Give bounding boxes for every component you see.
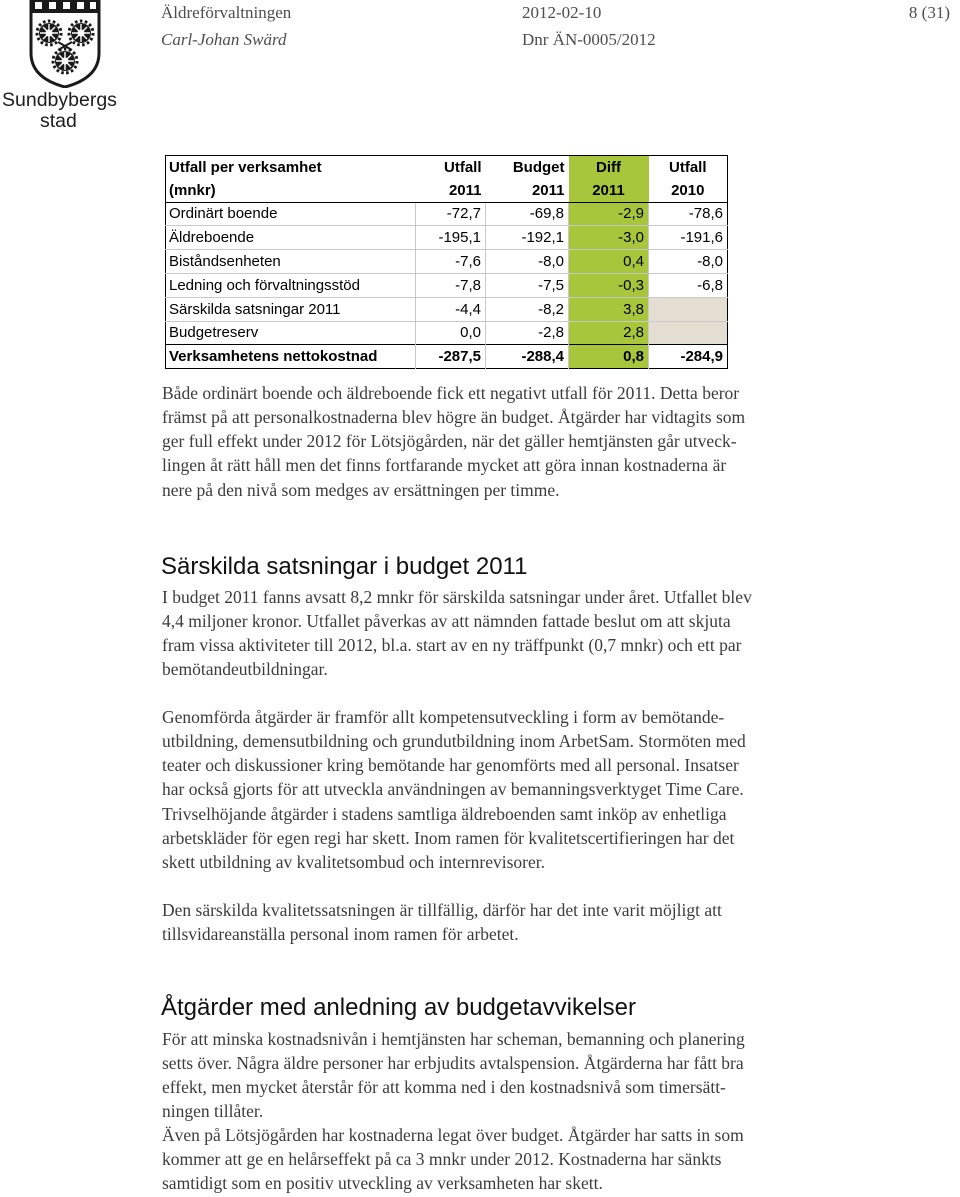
text-line: utbildning, demensutbildning och grundutbildning inom ArbetSam. Stormöten med [162,731,746,752]
outcome-2011-cell: -7,8 [416,273,486,297]
table-header-row [166,179,728,202]
row-label: Ordinärt boende [166,202,416,226]
text-line: Även på Lötsjögården har kostnaderna legat över budget. Åtgärder har satts in som [162,1125,744,1145]
text-line: effekt, men mycket återstår för att komma ned i den kostnadsnivå som timersätt- [162,1077,726,1098]
paragraph [162,898,722,946]
column-header-outcome-2011: Utfall [444,158,482,176]
text-line: fram vissa aktiviteter till 2012, bl.a. start av en ny träffpunkt (0,7 mnkr) och ett par [162,635,742,656]
section-heading: Särskilda satsningar i budget 2011 [161,553,528,580]
column-header-activity: Utfall per verksamhet [169,158,322,176]
row-label: Särskilda satsningar 2011 [166,297,416,321]
row-label: Äldreboende [166,226,416,250]
budget-2011-cell: -2,8 [486,321,569,345]
empty-cell [649,297,728,321]
outcome-by-activity-table [165,155,728,369]
column-subheader-unit: (mnkr) [166,179,416,202]
column-header-budget-2011: Budget [512,158,565,176]
text-line: setts över. Några äldre personer har erbjudits avtalspension. Åtgärderna har fått bra [162,1053,744,1074]
text-line: bemötandeutbildningar. [162,659,328,680]
text-line: har också gjorts för att utveckla användningen av bemanningsverktyget Time Care. [162,779,744,800]
text-line: ningen tillåter. [162,1101,264,1122]
logo-name-line2: stad [40,110,77,132]
text-line: Trivselhöjande åtgärder i stadens samtliga äldreboenden samt inköp av enhetliga [162,803,727,824]
empty-cell [649,321,728,345]
budget-2011-cell: -69,8 [486,202,569,226]
text-line: 4,4 miljoner kronor. Utfallet påverkas av att nämnden fattade beslut om att skjuta [162,611,731,632]
row-label: Ledning och förvaltningsstöd [166,273,416,297]
table-row [166,321,728,345]
diff-2011-cell: 3,8 [569,297,649,321]
total-diff-2011: 0,8 [569,345,649,369]
column-subheader-year: 2011 [486,179,569,202]
paragraph [162,585,752,682]
text-line: Både ordinärt boende och äldreboende fick ett negativt utfall för 2011. Detta beror [162,383,740,403]
outcome-2011-cell: -72,7 [416,202,486,226]
reference-number: Dnr ÄN-0005/2012 [522,30,656,49]
paragraph [162,705,746,874]
department-name: Äldreförvaltningen [161,3,292,22]
checkered-band [31,0,99,13]
total-outcome-2010: -284,9 [649,345,728,369]
text-line: skett utbildning av kvalitetsombud och internrevisorer. [162,851,545,872]
outcome-2010-cell: -6,8 [649,273,728,297]
budget-2011-cell: -8,2 [486,297,569,321]
column-header-outcome-2010: Utfall [669,158,707,176]
paragraph [162,1123,744,1195]
row-label: Biståndsenheten [166,250,416,274]
logo-name: Sundbybergs [2,89,117,111]
text-line: I budget 2011 fanns avsatt 8,2 mnkr för särskilda satsningar under året. Utfallet blev [162,587,752,607]
text-line: lingen åt rätt håll men det finns fortfarande mycket att göra innan kostnaderna är [162,455,727,476]
text-line: främst på att personalkostnaderna blev högre än budget. Åtgärder har vidtagits som [162,407,746,428]
text-line: samtidigt som en positiv utveckling av verksamheten har skett. [162,1173,603,1194]
table-row [166,273,728,297]
diff-2011-cell: -2,9 [569,202,649,226]
outcome-2011-cell: 0,0 [416,321,486,345]
outcome-2011-cell: -4,4 [416,297,486,321]
diff-2011-cell: 0,4 [569,250,649,274]
total-outcome-2011: -287,5 [416,345,486,369]
text-line: teater och diskussioner kring bemötande har genomförts med all personal. Insatser [162,755,739,776]
row-label: Budgetreserv [166,321,416,345]
table-row [166,202,728,226]
outcome-2011-cell: -195,1 [416,226,486,250]
column-subheader-year: 2010 [649,179,728,202]
outcome-2010-cell: -78,6 [649,202,728,226]
budget-2011-cell: -7,5 [486,273,569,297]
table-row [166,250,728,274]
text-line: tillsvidareanställa personal inom ramen för arbetet. [162,924,519,945]
paragraph [162,1027,745,1124]
coat-of-arms-icon [28,0,102,88]
budget-2011-cell: -192,1 [486,226,569,250]
column-subheader-year: 2011 [416,179,486,202]
table-header-row [166,156,728,179]
text-line: Genomförda åtgärder är framför allt kompetensutveckling i form av bemötande- [162,707,725,727]
section-heading: Åtgärder med anledning av budgetavvikelser [161,994,636,1021]
table-row [166,226,728,250]
text-line: arbetskläder för egen regi har skett. Inom ramen för kvalitetscertifieringen har det [162,827,735,848]
text-line: Den särskilda kvalitetssatsningen är tillfällig, därför har det inte varit möjligt att [162,900,722,920]
outcome-2011-cell: -7,6 [416,250,486,274]
column-subheader-year: 2011 [569,179,649,202]
table-row [166,297,728,321]
text-line: nere på den nivå som medges av ersättningen per timme. [162,479,560,500]
page-number: 8 (31) [908,3,950,22]
text-line: ger full effekt under 2012 för Lötsjögården, när det gäller hemtjänsten går utveck- [162,431,737,452]
total-budget-2011: -288,4 [486,345,569,369]
text-line: För att minska kostnadsnivån i hemtjänsten har scheman, bemanning och planering [162,1029,745,1049]
document-date: 2012-02-10 [522,3,602,22]
outcome-2010-cell: -191,6 [649,226,728,250]
total-label: Verksamhetens nettokostnad [166,345,416,369]
diff-2011-cell: -0,3 [569,273,649,297]
author-name: Carl-Johan Swärd [161,30,287,49]
budget-2011-cell: -8,0 [486,250,569,274]
column-header-diff-2011: Diff [569,156,649,179]
intro-paragraph [162,381,745,502]
diff-2011-cell: 2,8 [569,321,649,345]
table-total-row [166,345,728,369]
diff-2011-cell: -3,0 [569,226,649,250]
outcome-2010-cell: -8,0 [649,250,728,274]
text-line: kommer att ge en helårseffekt på ca 3 mnkr under 2012. Kostnaderna har sänkts [162,1149,722,1170]
